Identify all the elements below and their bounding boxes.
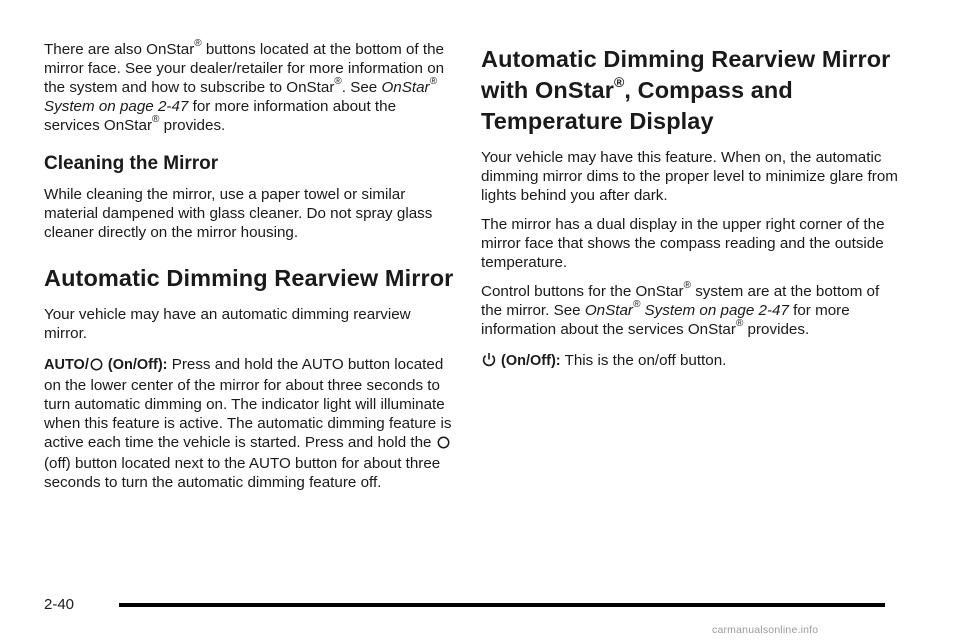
footer-rule [119,603,885,607]
registered-mark: ® [735,317,744,329]
circle-off-icon [437,435,450,454]
text: . See [341,79,382,96]
onstar-buttons-paragraph [44,37,454,135]
text: for more information about the services OnStar [44,98,397,134]
control-buttons-paragraph: Control buttons for the OnStar® system are at the bottom of the mirror. See OnStar® System on page 2-47 for more information about the services OnStar® provides. [481,279,880,338]
registered-mark: ® [334,75,342,87]
text: (off) button located next to the AUTO button for about three seconds to turn the automatic dimming feature off. [44,455,441,491]
registered-mark: ® [152,113,160,125]
circle-off-icon [90,357,103,376]
text: This is the on/off button. [560,352,727,369]
text: There are also OnStar [44,41,195,58]
registered-mark: ® [194,37,202,49]
auto-dimming-heading: Automatic Dimming Rearview Mirror [44,265,454,291]
text: Press and hold the AUTO button located on the lower center of the mirror for about three seconds to turn automatic dimming on. The indicator light will illuminate when this feature is active. The automatic dimming feature is active each time the vehicle is started. Press and hold the [44,356,452,451]
auto-button-paragraph [44,355,454,492]
feature-paragraph: Your vehicle may have this feature. When on, the automatic dimming mirror dims to the proper level to minimize glare from lights behind you after dark. [481,149,898,204]
cross-reference-link[interactable]: OnStar® System on page 2-47 [44,75,437,115]
power-icon [482,352,496,372]
right-column [481,44,901,372]
text: buttons located at the bottom of the mirror face. See your dealer/retailer for more information on the system and how to subscribe to OnStar [44,41,445,96]
display-paragraph: The mirror has a dual display in the upper right corner of the mirror face that shows the compass reading and the outside temperature. [481,216,885,271]
auto-label: AUTO/ [44,357,89,373]
text: provides. [159,117,226,134]
cleaning-heading: Cleaning the Mirror [44,153,219,174]
on-off-label: (On/Off): [103,357,168,373]
registered-mark: ® [613,74,625,91]
on-off-paragraph [481,351,901,372]
auto-dimming-intro: Your vehicle may have an automatic dimming rearview mirror. [44,306,411,342]
on-off-label: (On/Off): [497,353,561,369]
registered-mark: ® [683,279,691,291]
cleaning-paragraph: While cleaning the mirror, use a paper towel or similar material dampened with glass cleaner. Do not spray glass cleaner directly on the mirror housing. [44,186,433,241]
page-number: 2-40 [44,596,75,613]
left-column [44,37,454,492]
watermark: carmanualsonline.info [712,624,819,636]
cross-reference-link[interactable]: OnStar® System on page 2-47 [584,298,789,319]
onstar-mirror-heading: Automatic Dimming Rearview Mirror with OnStar®, Compass and Temperature Display [481,46,891,134]
